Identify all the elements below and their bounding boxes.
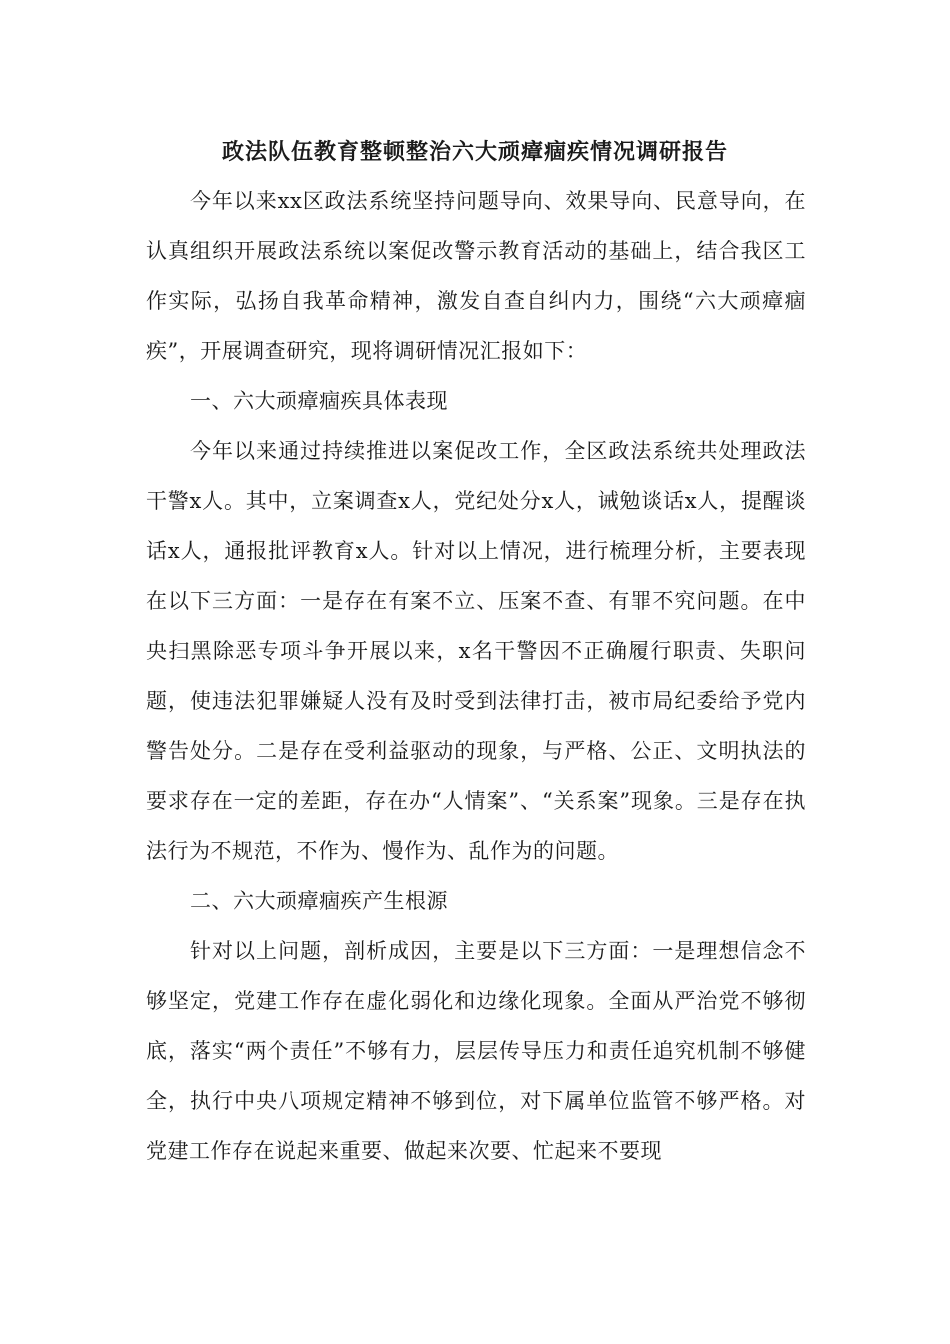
section-1-heading: 一、六大顽瘴痼疾具体表现 <box>190 389 448 413</box>
intro-paragraph: 今年以来xx区政法系统坚持问题导向、效果导向、民意导向，在认真组织开展政法系统以案促改警示教育活动的基础上，结合我区工作实际，弘扬自我革命精神，激发自查自纠内力，围绕“六大顽瘴痼疾”，开展调查研究，现将调研情况汇报如下： <box>146 189 806 363</box>
document-title: 政法队伍教育整顿整治六大顽瘴痼疾情况调研报告 <box>221 139 728 165</box>
section-2-heading: 二、六大顽瘴痼疾产生根源 <box>190 889 448 913</box>
section-1-paragraph: 今年以来通过持续推进以案促改工作，全区政法系统共处理政法干警x人。其中，立案调查x人，党纪处分x人，诫勉谈话x人，提醒谈话x人，通报批评教育x人。针对以上情况，进行梳理分析，主要表现在以下三方面：一是存在有案不立、压案不查、有罪不究问题。在中央扫黑除恶专项斗争开展以来，x名干警因不正确履行职责、失职问题，使违法犯罪嫌疑人没有及时受到法律打击，被市局纪委给予党内警告处分。二是存在受利益驱动的现象，与严格、公正、文明执法的要求存在一定的差距，存在办“人情案”、“关系案”现象。三是存在执法行为不规范，不作为、慢作为、乱作为的问题。 <box>146 439 806 863</box>
document-body <box>146 176 806 1176</box>
section-2-paragraph: 针对以上问题，剖析成因，主要是以下三方面：一是理想信念不够坚定，党建工作存在虚化弱化和边缘化现象。全面从严治党不够彻底，落实“两个责任”不够有力，层层传导压力和责任追究机制不够健全，执行中央八项规定精神不够到位，对下属单位监管不够严格。对党建工作存在说起来重要、做起来次要、忙起来不要现 <box>146 939 806 1163</box>
